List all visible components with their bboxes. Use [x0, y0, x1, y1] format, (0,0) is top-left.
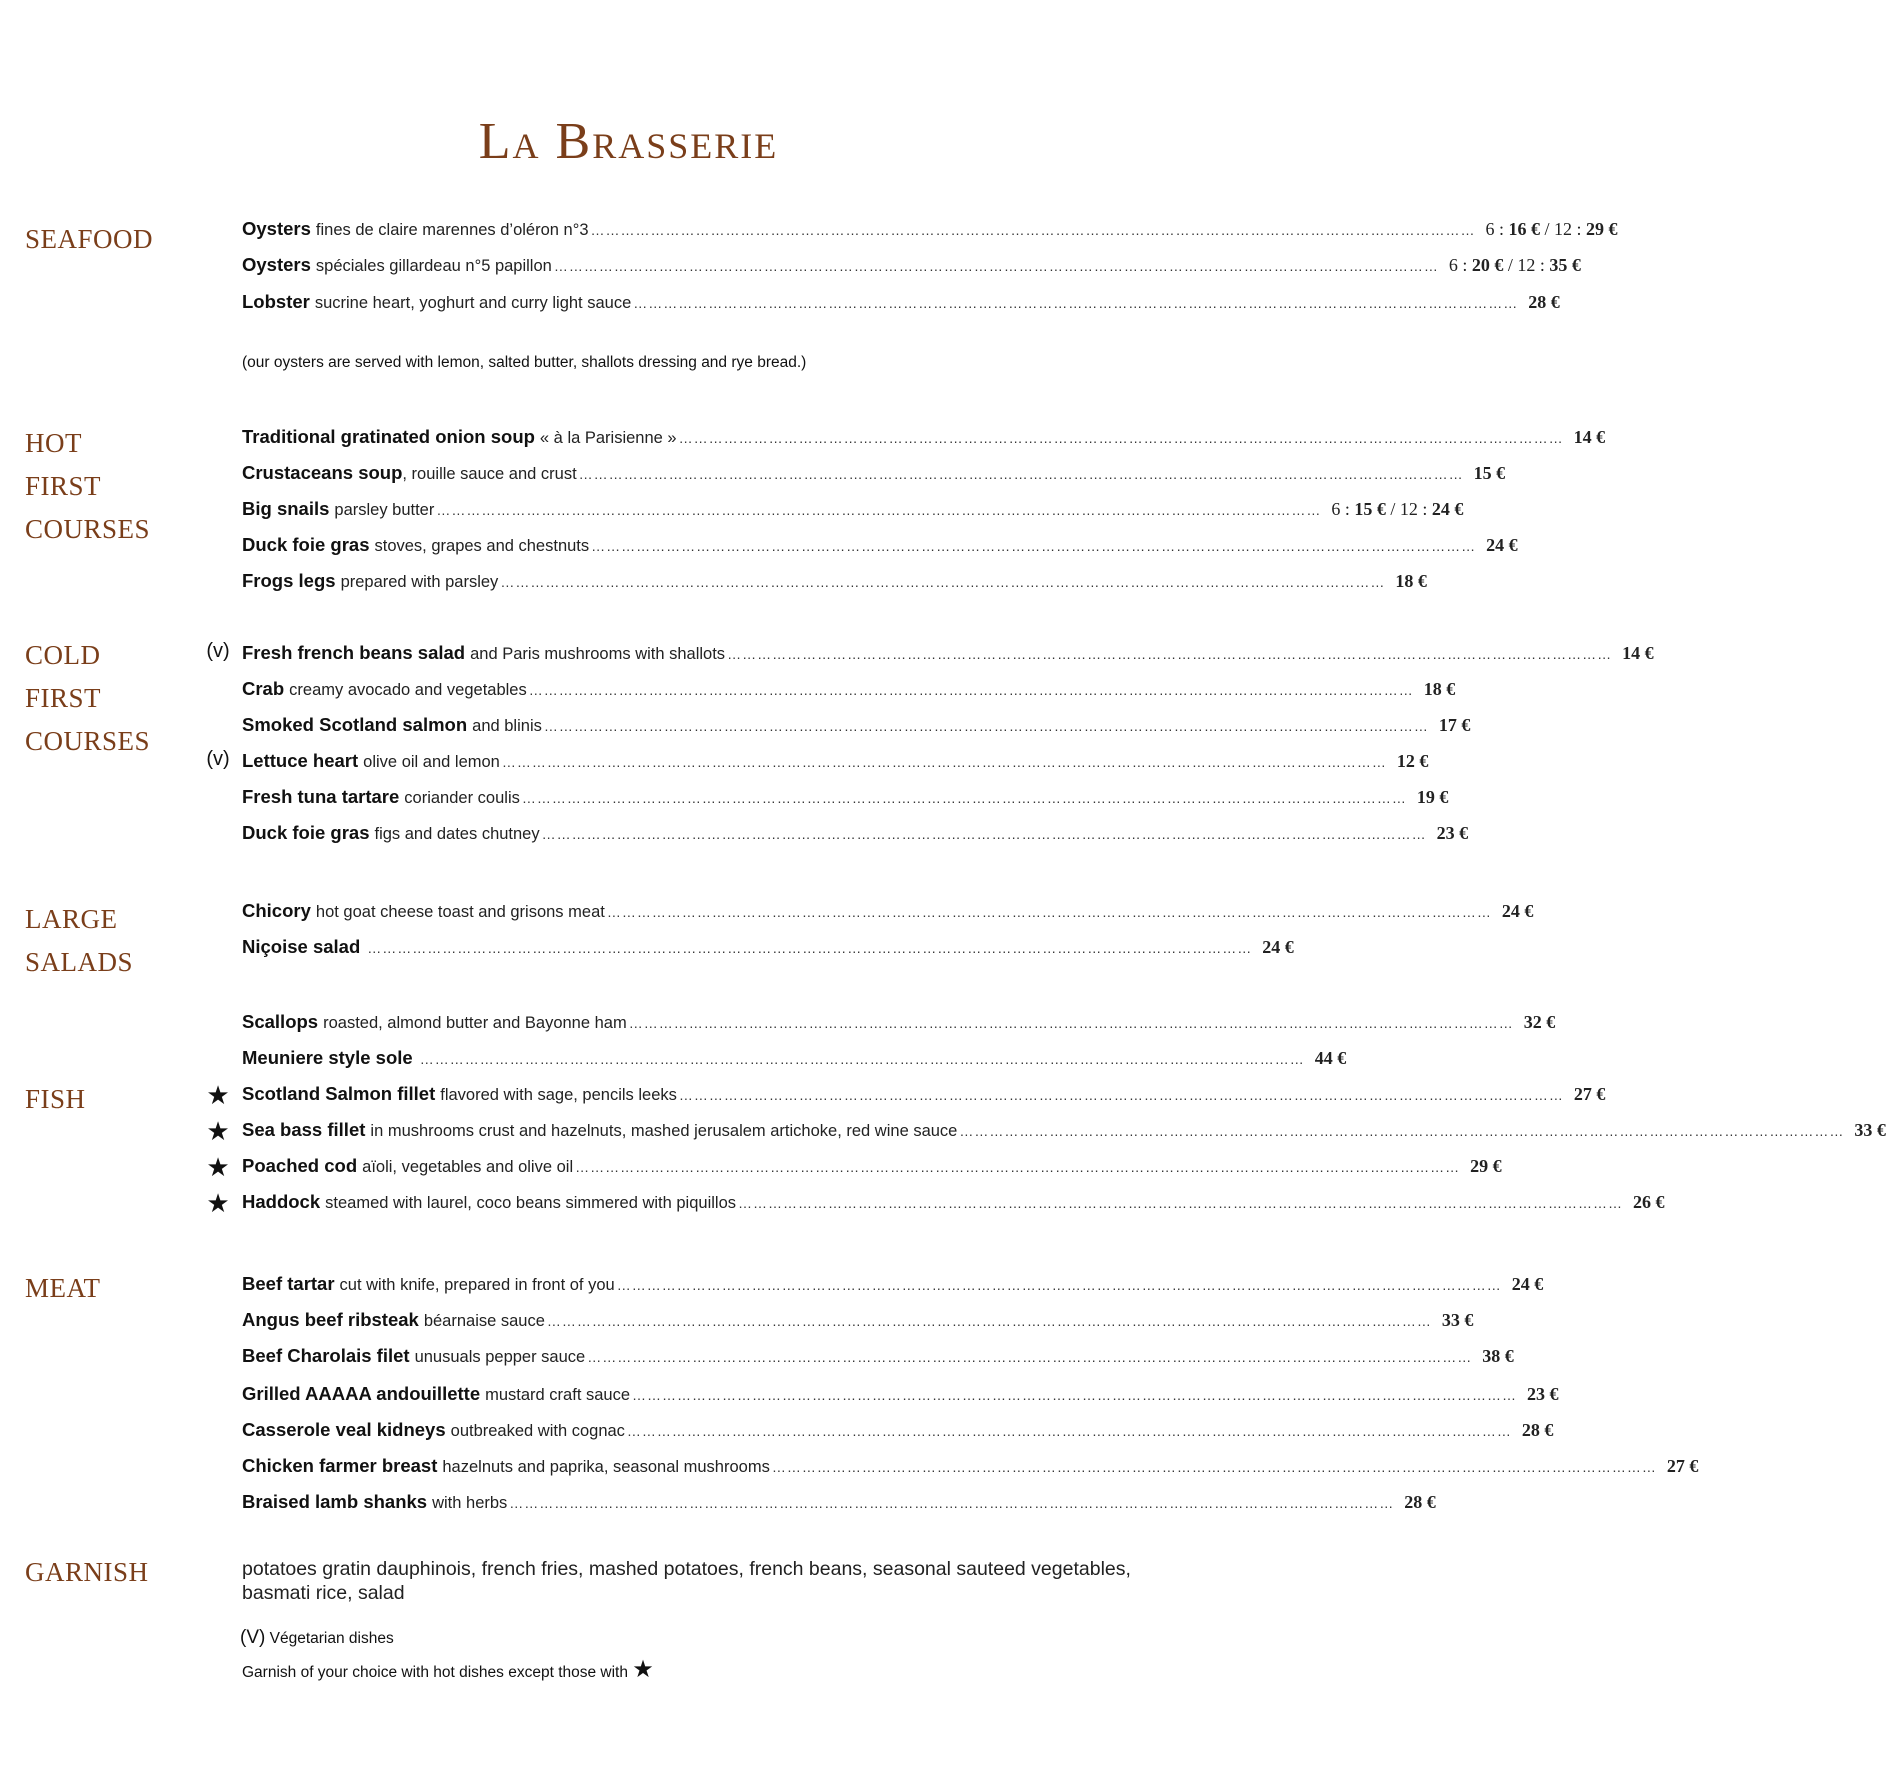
price: 17 € [1438, 715, 1471, 735]
menu-item: Scallops roasted, almond butter and Bayonne ham …………………………………………………………………………………………………………………………………………………………… 32 € [242, 1011, 1162, 1037]
star-legend: Garnish of your choice with hot dishes except those with ★ [242, 1656, 654, 1683]
price: 18 € [1395, 571, 1427, 591]
vegetarian-marker: (v) [206, 640, 230, 662]
menu-item: Chicory hot goat cheese toast and grisons meat …………………………………………………………………………………………………………………………………………………………… 24 € [242, 900, 1162, 926]
price: 27 € [1666, 1456, 1699, 1476]
menu-item: Grilled AAAAA andouillette mustard craft sauce …………………………………………………………………………………………………………………………………………………………… 23 € [242, 1383, 1162, 1409]
section-title-seafood: SEAFOOD [25, 224, 154, 254]
vegetarian-marker: (v) [206, 748, 230, 770]
menu-title: La Brasserie [478, 113, 779, 170]
price: 6 : 16 € / 12 : 29 € [1485, 219, 1618, 239]
price: 14 € [1573, 427, 1606, 447]
price: 14 € [1622, 643, 1654, 663]
price: 6 : 15 € / 12 : 24 € [1331, 499, 1464, 519]
oysters-note: (our oysters are served with lemon, salted butter, shallots dressing and rye bread.) [242, 354, 807, 371]
price: 6 : 20 € / 12 : 35 € [1448, 255, 1581, 275]
star-icon: ★ [206, 1116, 230, 1146]
menu-item: Oysters spéciales gillardeau n°5 papillon …………………………………………………………………………………………………………………………………………………………… 6 : 20 € / 12 : 35 € [242, 254, 1581, 275]
section-title-cold-first-courses: COLD FIRST COURSES [25, 640, 151, 756]
price: 28 € [1404, 1492, 1436, 1512]
price: 23 € [1436, 823, 1469, 843]
menu-item: Casserole veal kidneys outbreaked with cognac …………………………………………………………………………………………………………………………………………………………… 28 € [242, 1419, 1162, 1445]
menu-item: Duck foie gras stoves, grapes and chestnuts …………………………………………………………………………………………………………………………………………………………… 24 € [242, 534, 1162, 560]
price: 38 € [1482, 1346, 1514, 1366]
price: 12 € [1396, 751, 1429, 771]
price: 19 € [1416, 787, 1449, 807]
menu-item: Haddock steamed with laurel, coco beans simmered with piquillos …………………………………………………………………………………………………………………………………………………………… 26 € [242, 1191, 1162, 1217]
price: 15 € [1473, 463, 1506, 483]
section-title-meat: MEAT [25, 1273, 101, 1303]
star-icon: ★ [206, 1152, 230, 1182]
price: 23 € [1527, 1384, 1559, 1404]
price: 18 € [1423, 679, 1456, 699]
menu-item: Meuniere style sole …………………………………………………………………………………………………………………………………………………………… 44 € [242, 1047, 1162, 1073]
price: 28 € [1528, 292, 1560, 312]
price: 26 € [1633, 1192, 1665, 1212]
menu-item: Niçoise salad …………………………………………………………………………………………………………………………………………………………… 24 € [242, 936, 1162, 962]
menu-item: Chicken farmer breast hazelnuts and paprika, seasonal mushrooms …………………………………………………………………………………………………………………………………………………………… 27 € [242, 1455, 1162, 1481]
price: 24 € [1262, 937, 1294, 957]
price: 33 € [1441, 1310, 1474, 1330]
price: 44 € [1314, 1048, 1347, 1068]
menu-item: Oysters fines de claire marennes d’oléron n°3 …………………………………………………………………………………………………………………………………………………………… 6 : 16 € / 12 : 29 € [242, 218, 1618, 239]
price: 28 € [1521, 1420, 1554, 1440]
menu-item: Big snails parsley butter …………………………………………………………………………………………………………………………………………………………… 6 : 15 € / 12 : 24 € [242, 498, 1464, 519]
price: 24 € [1486, 535, 1518, 555]
section-title-fish: FISH [25, 1084, 86, 1114]
menu-item: Fresh french beans salad and Paris mushrooms with shallots …………………………………………………………………………………………………………………………………………………………… 14 € [242, 642, 1162, 668]
menu-item: Angus beef ribsteak béarnaise sauce …………………………………………………………………………………………………………………………………………………………… 33 € [242, 1309, 1162, 1335]
price: 24 € [1501, 901, 1534, 921]
price: 33 € [1854, 1120, 1886, 1140]
section-title-hot-first-courses: HOT FIRST COURSES [25, 428, 151, 544]
menu-item: Sea bass fillet in mushrooms crust and hazelnuts, mashed jerusalem artichoke, red wine sauce …………………………………………………………………………………………………………………………………………………………… 33 € [242, 1119, 1162, 1145]
menu-item: Scotland Salmon fillet flavored with sage, pencils leeks …………………………………………………………………………………………………………………………………………………………… 27 € [242, 1083, 1162, 1109]
menu-item: Crustaceans soup , rouille sauce and crust …………………………………………………………………………………………………………………………………………………………… 15 € [242, 462, 1162, 488]
garnish-description: potatoes gratin dauphinois, french fries, mashed potatoes, french beans, seasonal sauteed vegetables, basmati rice, salad [242, 1558, 1131, 1604]
star-icon: ★ [632, 1656, 654, 1683]
vegetarian-legend: (V) Végetarian dishes [240, 1627, 394, 1648]
menu-item: Crab creamy avocado and vegetables …………………………………………………………………………………………………………………………………………………………… 18 € [242, 678, 1162, 704]
section-title-garnish: GARNISH [25, 1557, 149, 1587]
menu-item: Frogs legs prepared with parsley …………………………………………………………………………………………………………………………………………………………… 18 € [242, 570, 1162, 596]
price: 29 € [1470, 1156, 1502, 1176]
menu-item: Beef Charolais filet unusuals pepper sauce …………………………………………………………………………………………………………………………………………………………… 38 € [242, 1345, 1162, 1371]
menu-item: Poached cod aïoli, vegetables and olive oil …………………………………………………………………………………………………………………………………………………………… 29 € [242, 1155, 1162, 1181]
menu-item: Beef tartar cut with knife, prepared in front of you …………………………………………………………………………………………………………………………………………………………… 24 € [242, 1273, 1162, 1299]
menu-item: Duck foie gras figs and dates chutney …………………………………………………………………………………………………………………………………………………………… 23 € [242, 822, 1162, 848]
menu-item: Fresh tuna tartare coriander coulis …………………………………………………………………………………………………………………………………………………………… 19 € [242, 786, 1162, 812]
menu-item: Lettuce heart olive oil and lemon …………………………………………………………………………………………………………………………………………………………… 12 € [242, 750, 1162, 776]
star-icon: ★ [206, 1080, 230, 1110]
price: 24 € [1511, 1274, 1544, 1294]
price: 32 € [1523, 1012, 1556, 1032]
menu-item: Traditional gratinated onion soup « à la Parisienne » …………………………………………………………………………………………………………………………………………………………… 14 € [242, 426, 1162, 452]
menu-item: Smoked Scotland salmon and blinis …………………………………………………………………………………………………………………………………………………………… 17 € [242, 714, 1162, 740]
menu-item: Lobster sucrine heart, yoghurt and curry light sauce …………………………………………………………………………………………………………………………………………………………… 28 € [242, 291, 1162, 317]
star-icon: ★ [206, 1188, 230, 1218]
price: 27 € [1573, 1084, 1606, 1104]
section-title-large-salads: LARGE SALADS [25, 904, 134, 977]
menu-item: Braised lamb shanks with herbs …………………………………………………………………………………………………………………………………………………………… 28 € [242, 1491, 1162, 1517]
